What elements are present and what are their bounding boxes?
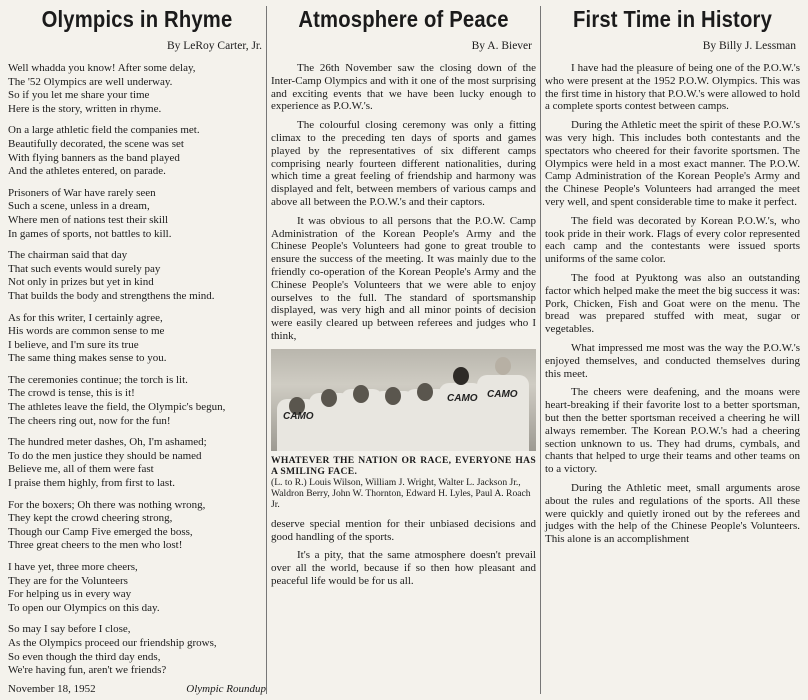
- paragraph: I have had the pleasure of being one of the P.O.W.'s who were present at the 1952 P.O.W. Olympics. This was the first time in history that P.O.W.'s were allowed to hold a complete sports contest between camps.: [545, 62, 800, 113]
- paragraph: The food at Pyuktong was also an outstanding factor which helped make the meet the big success it was: Pork, Chicken, Fish and Goat were on the menu. The bread was prepared stuffed with meat, sugar or vegetables.: [545, 271, 800, 336]
- stanza: [8, 499, 266, 553]
- paragraph: The cheers were deafening, and the moans were heart-breaking if their favorite lost to a better sportsman, but then the better sportsman received a cheering he will always remember. The Korean P.O.W.'s had a cheering section unknown to us. They had drums, cymbals, and chants that helped to urge their teams and other teams on to a victory.: [545, 386, 800, 476]
- poem-line: They are for the Volunteers: [8, 574, 128, 587]
- article-body: [545, 62, 800, 546]
- column-divider: [540, 6, 541, 694]
- poem: [8, 62, 266, 678]
- poem-line: So if you let me share your time: [8, 89, 150, 102]
- poem-line: In games of sports, not battles to kill.: [8, 227, 172, 240]
- poem-line: And the athletes entered, on parade.: [8, 165, 166, 178]
- poem-line: Believe me, all of them were fast: [8, 463, 154, 476]
- paragraph: The colourful closing ceremony was only a fitting climax to the preceding ten days of sports and games played by the representatives of six different camps comprising nearly fourteen different nationalities, during which time a great feeling of friendship and harmony was displayed and felt, between members of various camps and above all between the P.O.W.'s and their captors.: [271, 119, 536, 208]
- poem-line: To open our Olympics on this day.: [8, 601, 160, 614]
- footer-date: November 18, 1952: [8, 683, 96, 695]
- poem-line: That such events would surely pay: [8, 262, 161, 275]
- column-divider: [266, 6, 267, 694]
- poem-line: So even though the third day ends,: [8, 650, 161, 663]
- poem-line: For helping us in every way: [8, 588, 132, 601]
- poem-line: We're having fun, aren't we friends?: [8, 664, 167, 677]
- column-olympics-in-rhyme: [8, 0, 266, 686]
- jersey-logo: CAMO: [487, 388, 518, 400]
- stanza: [8, 561, 266, 615]
- paragraph: It was obvious to all persons that the P.O.W. Camp Administration of the Korean People's Army and the Chinese People's Volunteers had gone to great trouble to ensure the success of the meeting. It was mainly due to the friendly co-operation of the Korean People's Army and the Chinese People's Volunteers that we were able to enjoy ourselves to the full. The standard of sportsmanship displayed, was very high and all minor points of decision were easily cleared up between referees and judges who I think,: [271, 214, 536, 342]
- poem-line: As the Olympics proceed our friendship grows,: [8, 636, 217, 649]
- poem-line: On a large athletic field the companies met.: [8, 124, 200, 137]
- article-byline: By Billy J. Lessman: [702, 40, 796, 52]
- poem-line: The crowd is tense, this is it!: [8, 387, 135, 400]
- poem-line: The '52 Olympics are well underway.: [8, 75, 173, 88]
- poem-line: Well whadda you know! After some delay,: [8, 62, 196, 74]
- poem-line: Such a scene, unless in a dream,: [8, 200, 150, 213]
- poem-line: For the boxers; Oh there was nothing wrong,: [8, 498, 206, 511]
- poem-line: As for this writer, I certainly agree,: [8, 311, 163, 324]
- poem-line: Three great cheers to the men who lost!: [8, 539, 183, 552]
- poem-line: They kept the crowd cheering strong,: [8, 512, 173, 525]
- stanza: [8, 623, 266, 677]
- article-byline: By LeRoy Carter, Jr.: [166, 40, 262, 52]
- poem-line: I have yet, three more cheers,: [8, 561, 138, 573]
- poem-line: The ceremonies continue; the torch is lit.: [8, 373, 188, 386]
- photo-caption: [271, 455, 536, 510]
- stanza: [8, 249, 266, 303]
- poem-line: The hundred meter dashes, Oh, I'm ashamed;: [8, 436, 207, 449]
- stanza: [8, 312, 266, 366]
- paragraph: deserve special mention for their unbiased decisions and good handling of the sports.: [271, 517, 536, 543]
- article-title: First Time in History: [572, 6, 773, 32]
- jersey-logo: CAMO: [447, 392, 478, 404]
- stanza: [8, 62, 266, 116]
- poem-line: Beautifully decorated, the scene was set: [8, 137, 184, 150]
- stanza: [8, 374, 266, 428]
- jersey-logo: CAMO: [283, 410, 314, 422]
- paragraph: The 26th November saw the closing down of the Inter-Camp Olympics and with it one of the most surprising and exciting events that we have been lucky enough to experience as P.O.W.'s.: [271, 62, 536, 113]
- poem-line: So may I say before I close,: [8, 623, 131, 636]
- paragraph: During the Athletic meet, small arguments arose about the rules and regulations of the sports. All these were quickly and quietly ironed out by the referees and judges with the help of the Chinese People's Volunteers. This alone is an accomplishment: [545, 481, 800, 546]
- poem-line: To do the men justice they should be named: [8, 449, 202, 462]
- poem-line: Where men of nations test their skill: [8, 213, 169, 226]
- article-title: Olympics in Rhyme: [41, 6, 233, 32]
- column-first-time-in-history: [545, 0, 800, 552]
- footer-magazine: Olympic Roundup: [186, 683, 266, 695]
- paragraph: The field was decorated by Korean P.O.W.'s, who took pride in their work. Flags of every color represented each camp and the contestants were issued sports uniforms of the same color.: [545, 214, 800, 266]
- poem-line: I believe, and I'm sure its true: [8, 338, 139, 351]
- column-atmosphere-of-peace: [271, 0, 536, 594]
- page-footer: [8, 683, 266, 695]
- caption-names: (L. to R.) Louis Wilson, William J. Wright, Walter L. Jackson Jr., Waldron Berry, John W. Thornton, Edward H. Lyles, Paul A. Roach Jr.: [271, 476, 531, 510]
- stanza: [8, 187, 266, 241]
- article-body: [271, 62, 536, 588]
- paragraph: What impressed me most was the way the P.O.W.'s enjoyed themselves, and conducted themselves during this meet.: [545, 341, 800, 380]
- poem-line: Prisoners of War have rarely seen: [8, 186, 156, 199]
- poem-line: Though our Camp Five emerged the boss,: [8, 525, 193, 538]
- poem-line: That builds the body and strengthens the mind.: [8, 289, 215, 302]
- poem-line: The cheers ring out, now for the fun!: [8, 414, 171, 427]
- poem-line: The same thing makes sense to you.: [8, 352, 167, 365]
- article-byline: By A. Biever: [471, 40, 532, 52]
- poem-line: His words are common sense to me: [8, 325, 165, 338]
- article-title: Atmosphere of Peace: [298, 6, 509, 32]
- paragraph: During the Athletic meet the spirit of these P.O.W.'s was very high. This includes both contestants and the spectators who cheered for their favorite sportsmen. The Olympics were held in a most exact manner. The P.O.W. Camp Administration of the Korean People's Army and the Chinese People's Volunteers had arranged the meet very well, and spent considerable time to make it perfect.: [545, 119, 800, 208]
- poem-line: Here is the story, written in rhyme.: [8, 102, 162, 115]
- poem-line: The athletes leave the field, the Olympic's begun,: [8, 401, 226, 414]
- poem-line: Not only in prizes but yet in kind: [8, 276, 154, 289]
- poem-line: The chairman said that day: [8, 249, 128, 262]
- caption-headline: WHATEVER THE NATION OR RACE, EVERYONE HAS A SMILING FACE.: [271, 454, 536, 477]
- team-photo: [271, 349, 536, 451]
- poem-line: I praise them highly, from first to last.: [8, 477, 176, 490]
- poem-line: With flying banners as the band played: [8, 151, 180, 164]
- paragraph: It's a pity, that the same atmosphere doesn't prevail over all the world, because if so then how pleasant and peaceful life would be for us all.: [271, 549, 536, 587]
- stanza: [8, 124, 266, 178]
- stanza: [8, 436, 266, 490]
